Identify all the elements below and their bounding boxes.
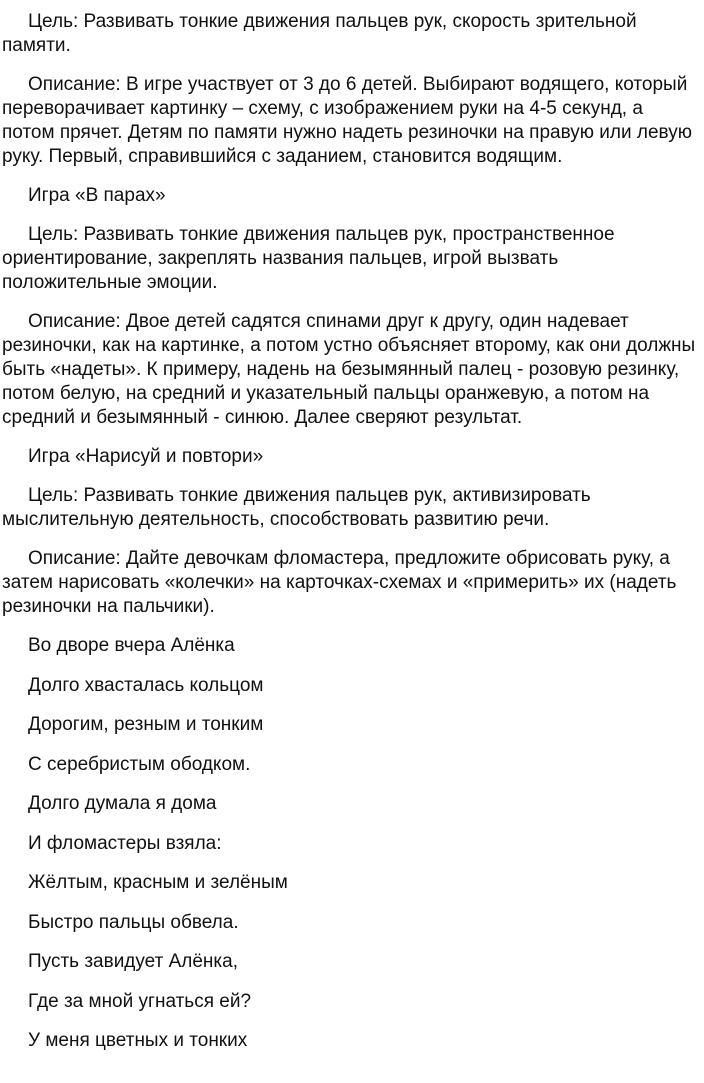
game-title: Игра «Нарисуй и повтори» (28, 446, 264, 467)
poem-line: Долго думала я дома (28, 793, 217, 814)
game-title: Игра «В парах» (28, 185, 166, 206)
document-page (0, 10, 700, 1069)
poem-line: Во дворе вчера Алёнка (28, 635, 235, 656)
poem-line: Долго хвасталась кольцом (28, 674, 264, 696)
poem (0, 634, 700, 1069)
poem-line: Дорогим, резным и тонким (28, 714, 264, 735)
goal-paragraph: Цель: Развивать тонкие движения пальцев рук, активизировать мыслительную деятельность, способствовать развитию речи. (2, 485, 591, 530)
poem-line: Жёлтым, красным и зелёным (28, 872, 288, 893)
poem-line: Быстро пальцы обвела. (28, 911, 239, 933)
poem-line: У меня цветных и тонких (28, 1030, 248, 1051)
goal-paragraph: Цель: Развивать тонкие движения пальцев рук, пространственное ориентирование, закреплять названия пальцев, игрой вызвать положительные эмоции. (2, 224, 615, 293)
poem-line: С серебристым ободком. (28, 753, 251, 775)
description-paragraph: Описание: В игре участвует от 3 до 6 детей. Выбирают водящего, который переворачивает картинку – схему, с изображением руки на 4-5 секунд, а потом прячет. Детям по памяти нужно надеть резиночки на правую или левую руку. Первый, справившийся с заданием, становится водящим. (2, 74, 692, 167)
description-paragraph: Описание: Двое детей садятся спинами друг к другу, один надевает резиночки, как на картинке, а потом устно объясняет второму, как они должны быть «надеты». К примеру, надень на безымянный палец - розовую резинку, потом белую, на средний и указательный пальцы оранжевую, а потом на средний и безымянный - синюю. Далее сверяют результат. (2, 311, 696, 428)
goal-paragraph: Цель: Развивать тонкие движения пальцев рук, скорость зрительной памяти. (2, 11, 637, 56)
poem-line: Где за мной угнаться ей? (28, 990, 252, 1012)
poem-line: И фломастеры взяла: (28, 832, 222, 854)
description-paragraph: Описание: Дайте девочкам фломастера, предложите обрисовать руку, а затем нарисовать «колечки» на карточках-схемах и «примерить» их (надеть резиночки на пальчики). (2, 548, 677, 617)
poem-line: Пусть завидует Алёнка, (28, 951, 238, 972)
